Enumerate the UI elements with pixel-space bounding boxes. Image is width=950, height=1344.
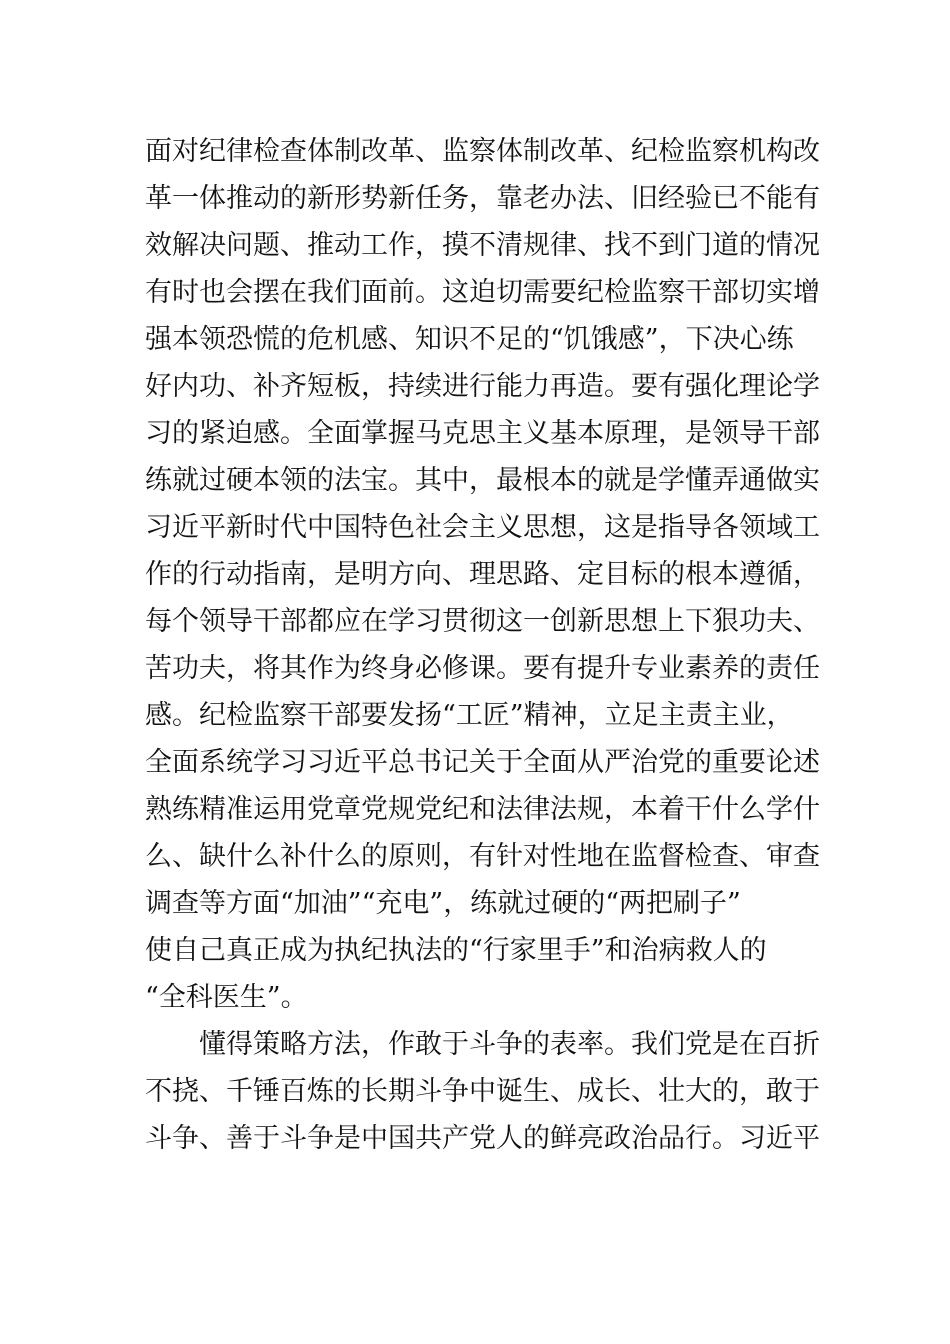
text-line: 效解决问题、推动工作，摸不清规律、找不到门道的情况 — [145, 230, 820, 261]
text-line: 懂得策略方法，作敢于斗争的表率。我们党是在百折 — [199, 1029, 820, 1060]
text-line: 不挠、千锤百炼的长期斗争中诞生、成长、壮大的，敢于 — [145, 1076, 820, 1107]
text-line: 好内功、补齐短板，持续进行能力再造。要有强化理论学 — [145, 371, 820, 402]
text-line: 革一体推动的新形势新任务，靠老办法、旧经验已不能有 — [145, 183, 820, 214]
text-line: 面对纪律检查体制改革、监察体制改革、纪检监察机构改 — [145, 136, 820, 167]
text-line: 练就过硬本领的法宝。其中，最根本的就是学懂弄通做实 — [145, 465, 820, 496]
body-text — [145, 128, 820, 1162]
text-line: 强本领恐慌的危机感、知识不足的“饥饿感”，下决心练 — [145, 324, 794, 355]
text-line: 有时也会摆在我们面前。这迫切需要纪检监察干部切实增 — [145, 277, 820, 308]
text-line: 斗争、善于斗争是中国共产党人的鲜亮政治品行。习近平 — [145, 1123, 820, 1154]
text-line: 苦功夫，将其作为终身必修课。要有提升专业素养的责任 — [145, 653, 820, 684]
text-line: 每个领导干部都应在学习贯彻这一创新思想上下狠功夫、 — [145, 606, 820, 637]
text-line: 习的紧迫感。全面掌握马克思主义基本原理，是领导干部 — [145, 418, 820, 449]
paragraph-2 — [145, 1021, 820, 1162]
text-line: 感。纪检监察干部要发扬“工匠”精神，立足主责主业， — [145, 700, 794, 731]
text-line: 调查等方面“加油”“充电”，练就过硬的“两把刷子” — [145, 888, 741, 919]
text-line: 使自己真正成为执纪执法的“行家里手”和治病救人的 — [145, 935, 767, 966]
text-line: 熟练精准运用党章党规党纪和法律法规，本着干什么学什 — [145, 794, 820, 825]
text-line: “全科医生”。 — [145, 982, 308, 1013]
paragraph-1 — [145, 128, 820, 1021]
text-line: 全面系统学习习近平总书记关于全面从严治党的重要论述 — [145, 747, 820, 778]
text-line: 么、缺什么补什么的原则，有针对性地在监督检查、审查 — [145, 841, 820, 872]
text-line: 习近平新时代中国特色社会主义思想，这是指导各领域工 — [145, 512, 820, 543]
text-line: 作的行动指南，是明方向、理思路、定目标的根本遵循， — [145, 559, 820, 590]
